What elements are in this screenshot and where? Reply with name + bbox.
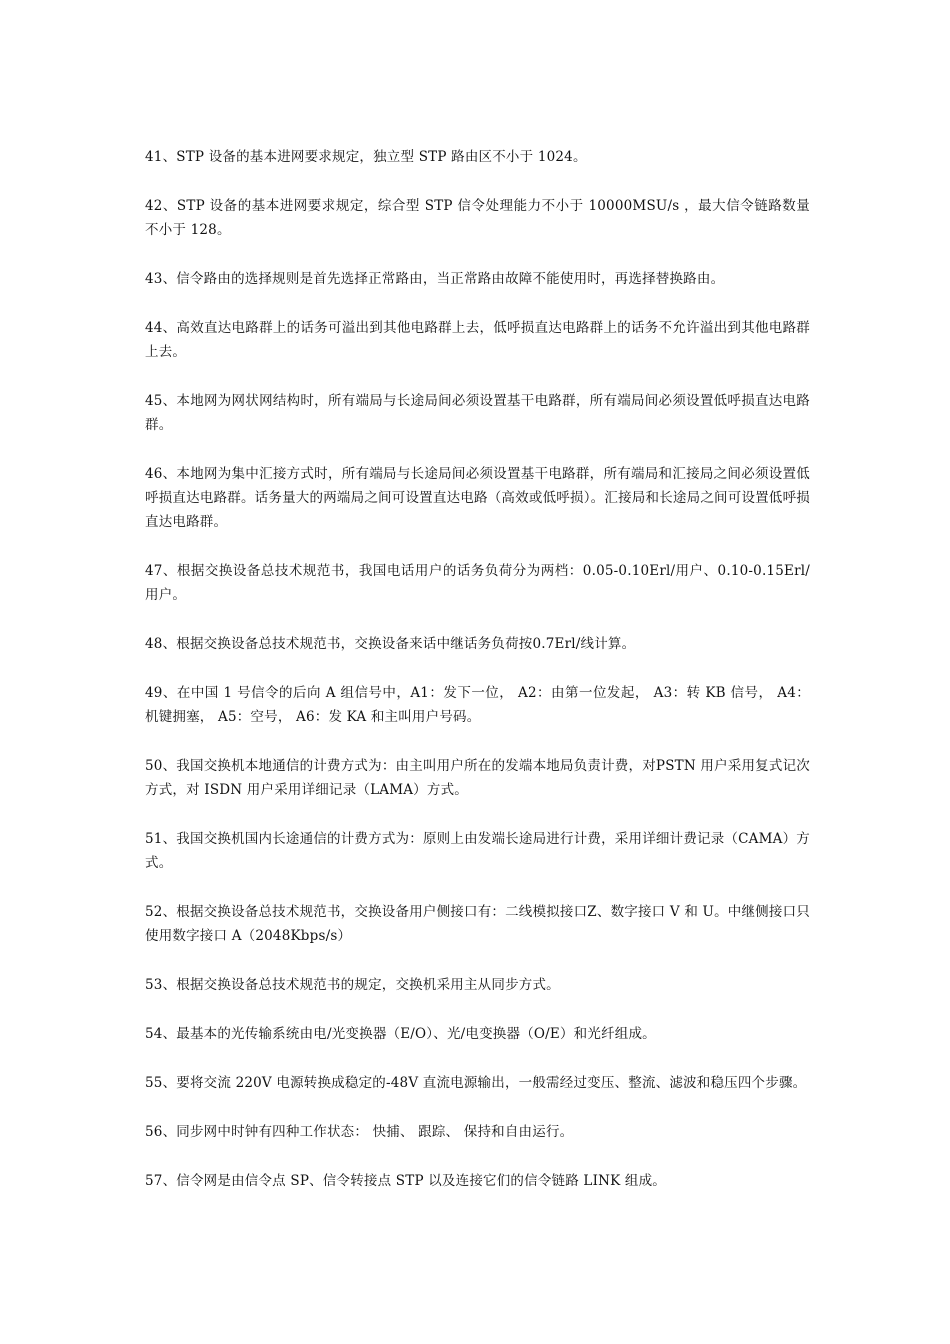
paragraph-55: 55、要将交流 220V 电源转换成稳定的-48V 直流电源输出，一般需经过变压、整流、滤波和稳压四个步骤。 <box>145 1075 807 1091</box>
paragraph-44: 44、高效直达电路群上的话务可溢出到其他电路群上去，低呼损直达电路群上的话务不允许溢出到其他电路群上去。 <box>145 320 810 360</box>
paragraph-53: 53、根据交换设备总技术规范书的规定，交换机采用主从同步方式。 <box>145 977 560 993</box>
paragraph-57: 57、信令网是由信令点 SP、信令转接点 STP 以及连接它们的信令链路 LINK 组成。 <box>145 1173 666 1189</box>
paragraph-48: 48、根据交换设备总技术规范书，交换设备来话中继话务负荷按0.7Erl/线计算。 <box>145 636 636 652</box>
paragraph-43: 43、信令路由的选择规则是首先选择正常路由，当正常路由故障不能使用时，再选择替换路由。 <box>145 271 725 287</box>
paragraph-45: 45、本地网为网状网结构时，所有端局与长途局间必须设置基干电路群，所有端局间必须设置低呼损直达电路群。 <box>145 393 810 433</box>
paragraph-42: 42、STP 设备的基本进网要求规定，综合型 STP 信令处理能力不小于 10000MSU/s ，最大信令链路数量不小于 128。 <box>145 198 810 238</box>
paragraph-49: 49、在中国 1 号信令的后向 A 组信号中，A1：发下一位， A2：由第一位发起， A3：转 KB 信号， A4：机键拥塞， A5：空号， A6：发 KA 和主叫用户号码。 <box>145 685 810 725</box>
paragraph-51: 51、我国交换机国内长途通信的计费方式为：原则上由发端长途局进行计费，采用详细计费记录（CAMA）方式。 <box>145 831 810 871</box>
document-body <box>145 145 810 1218</box>
paragraph-54: 54、最基本的光传输系统由电/光变换器（E/O）、光/电变换器（O/E）和光纤组成。 <box>145 1026 656 1042</box>
paragraph-41: 41、STP 设备的基本进网要求规定，独立型 STP 路由区不小于 1024。 <box>145 149 587 165</box>
paragraph-50: 50、我国交换机本地通信的计费方式为：由主叫用户所在的发端本地局负责计费，对PSTN 用户采用复式记次方式，对 ISDN 用户采用详细记录（LAMA）方式。 <box>145 758 810 798</box>
paragraph-46: 46、本地网为集中汇接方式时，所有端局与长途局间必须设置基干电路群，所有端局和汇接局之间必须设置低呼损直达电路群。话务量大的两端局之间可设置直达电路（高效或低呼损）。汇接局和长途局之间可设置低呼损直达电路群。 <box>145 466 810 530</box>
paragraph-56: 56、同步网中时钟有四种工作状态： 快捕、 跟踪、 保持和自由运行。 <box>145 1124 574 1140</box>
paragraph-47: 47、根据交换设备总技术规范书，我国电话用户的话务负荷分为两档：0.05-0.10Erl/用户、0.10-0.15Erl/用户。 <box>145 563 810 603</box>
paragraph-52: 52、根据交换设备总技术规范书，交换设备用户侧接口有：二线模拟接口Z、数字接口 V 和 U。中继侧接口只使用数字接口 A（2048Kbps/s） <box>145 904 810 944</box>
